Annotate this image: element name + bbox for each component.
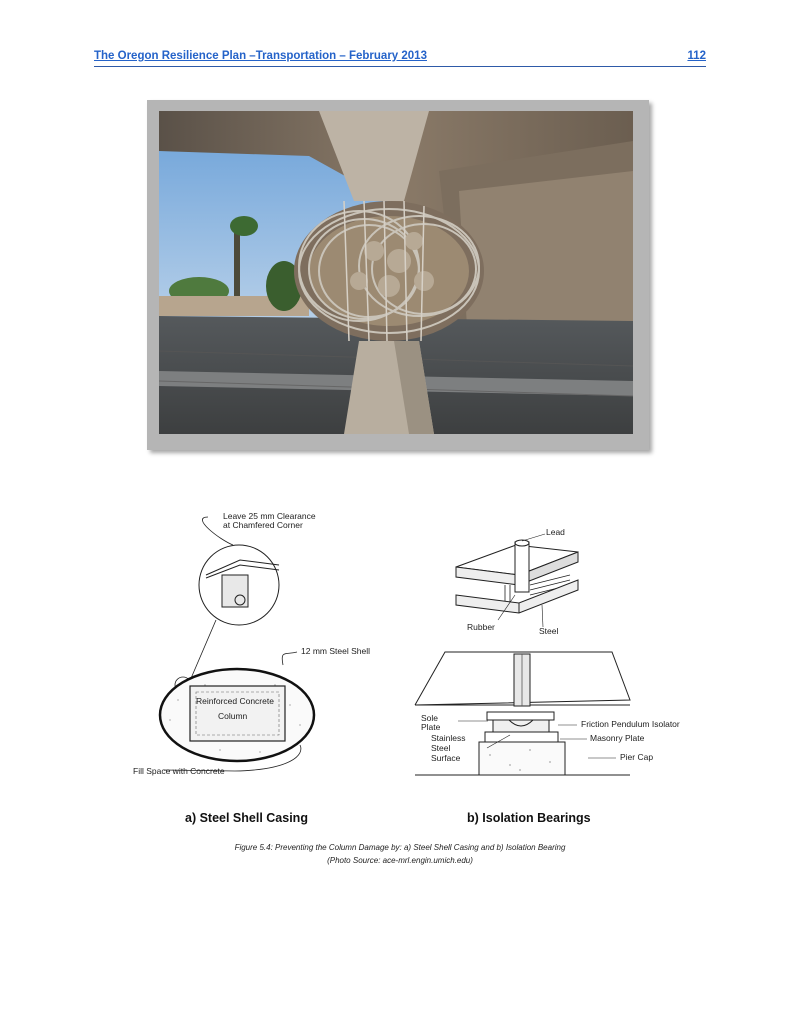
sole-label-2: Plate: [421, 722, 441, 732]
shell-label: 12 mm Steel Shell: [301, 646, 370, 656]
caption-steel-shell: a) Steel Shell Casing: [185, 811, 308, 825]
steel-shell-diagram: [133, 511, 370, 776]
clearance-label-2: at Chamfered Corner: [223, 520, 303, 530]
figure-caption: Figure 5.4: Preventing the Column Damage by: a) Steel Shell Casing and b) Isolation Bearing: [234, 843, 566, 852]
column-label-1: Reinforced Concrete: [196, 696, 274, 706]
stainless-label-1: Stainless: [431, 733, 466, 743]
clearance-label-1: Leave 25 mm Clearance: [223, 511, 316, 521]
piercap-label: Pier Cap: [620, 752, 654, 762]
lead-label: Lead: [546, 527, 565, 537]
column-label-2: Column: [218, 711, 248, 721]
fill-label: Fill Space with Concrete: [133, 766, 225, 776]
document-title: The Oregon Resilience Plan –Transportation – February 2013: [94, 50, 427, 62]
isolation-bearing-diagram: [415, 527, 680, 775]
friction-label: Friction Pendulum Isolator: [581, 719, 680, 729]
stainless-label-3: Surface: [431, 753, 461, 763]
photo-source-caption: (Photo Source: ace-mrl.engin.umich.edu): [327, 856, 473, 865]
masonry-label: Masonry Plate: [590, 733, 645, 743]
stainless-label-2: Steel: [431, 743, 451, 753]
steel-label: Steel: [539, 626, 559, 636]
rubber-label: Rubber: [467, 622, 495, 632]
sole-label-1: Sole: [421, 713, 439, 723]
page-number: 112: [687, 50, 706, 62]
caption-isolation-bearings: b) Isolation Bearings: [467, 811, 591, 825]
